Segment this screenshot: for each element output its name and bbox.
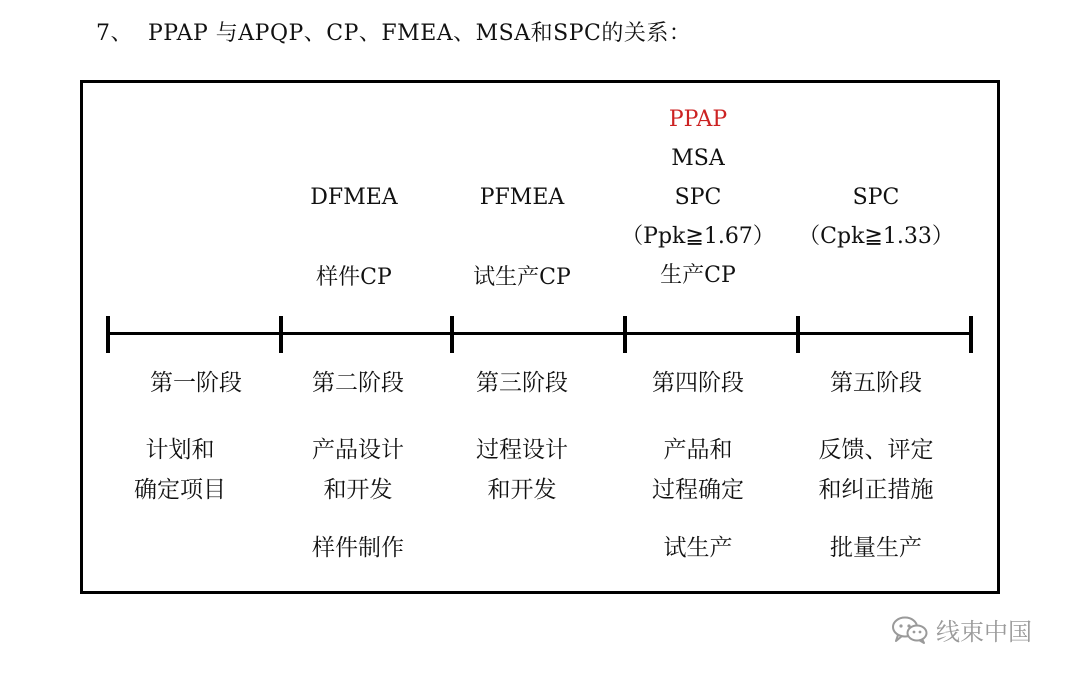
stage-5-desc-line: 和纠正措施 — [818, 477, 934, 503]
stage-4-ppap-label: PPAP — [668, 107, 728, 132]
stage-2-desc-line: 和开发 — [323, 477, 393, 503]
stage-3-tool: PFMEA — [479, 185, 565, 210]
stage-4-description — [608, 430, 788, 510]
stage-2-tool: 样件CP — [316, 265, 392, 290]
stage-5-activity: 批量生产 — [830, 535, 922, 561]
stage-4-activity: 试生产 — [663, 535, 733, 561]
stage-5-tools — [786, 178, 966, 256]
stage-1-description — [90, 430, 270, 510]
stage-5-tool: SPC — [852, 185, 900, 210]
stage-5-description — [786, 430, 966, 510]
timeline-tick — [106, 316, 110, 353]
stage-3-title: 第三阶段 — [476, 370, 568, 396]
stage-1-title: 第一阶段 — [150, 370, 242, 396]
diagram-frame — [80, 80, 1000, 594]
stage-1-desc-line: 计划和 — [145, 437, 215, 463]
stage-4-title: 第四阶段 — [652, 370, 744, 396]
stage-3-tool: 试生产CP — [473, 265, 571, 290]
stage-4-tool: MSA — [671, 146, 725, 171]
stage-4-desc-line: 产品和 — [663, 437, 733, 463]
timeline-tick — [450, 316, 454, 353]
stage-4-tool: 生产CP — [660, 263, 736, 288]
stage-3-description — [432, 430, 612, 510]
stage-1-desc-line: 确定项目 — [134, 477, 226, 503]
stage-2-tool — [264, 218, 444, 258]
stage-3-tool — [432, 218, 612, 258]
timeline-tick — [969, 316, 973, 353]
stage-2-title: 第二阶段 — [312, 370, 404, 396]
watermark — [890, 612, 1032, 647]
stage-2-desc-line: 产品设计 — [312, 437, 404, 463]
stage-4-desc-line: 过程确定 — [652, 477, 744, 503]
stage-3-desc-line: 过程设计 — [476, 437, 568, 463]
stage-3-desc-line: 和开发 — [487, 477, 557, 503]
stage-4-tool: SPC — [674, 185, 722, 210]
timeline-tick — [796, 316, 800, 353]
stage-5-tool: （Cpk≧1.33） — [798, 224, 954, 249]
watermark-text: 线束中国 — [936, 618, 1032, 646]
stage-5-desc-line: 反馈、评定 — [818, 437, 934, 463]
stage-3-tools — [432, 178, 612, 298]
timeline-tick — [279, 316, 283, 353]
timeline-axis — [107, 332, 973, 335]
page-heading: 7、 PPAP 与APQP、CP、FMEA、MSA和SPC的关系： — [96, 21, 692, 46]
stage-2-activity: 样件制作 — [312, 535, 404, 561]
stage-2-tool: DFMEA — [310, 185, 398, 210]
stage-2-tools — [264, 178, 444, 298]
timeline-tick — [623, 316, 627, 353]
stage-2-description — [268, 430, 448, 510]
stage-4-tools — [608, 100, 788, 295]
wechat-icon — [890, 615, 930, 645]
stage-4-tool: （Ppk≧1.67） — [621, 224, 775, 249]
stage-5-title: 第五阶段 — [830, 370, 922, 396]
